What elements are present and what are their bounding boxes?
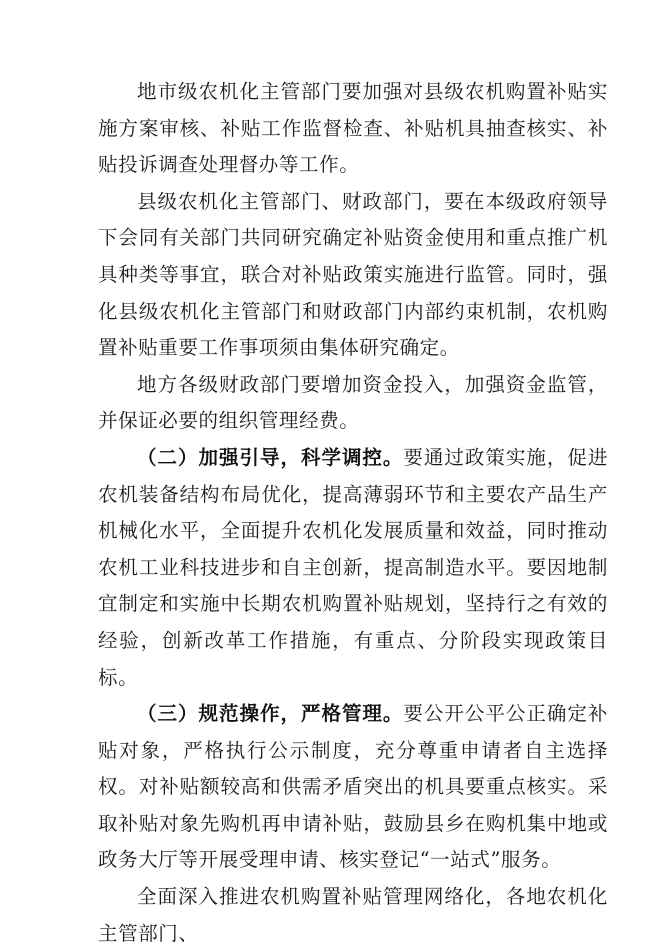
paragraph-guidance <box>98 440 608 696</box>
paragraph-prefecture-duties <box>98 74 608 184</box>
paragraph-text: 县级农机化主管部门、财政部门，要在本级政府领导下会同有关部门共同研究确定补贴资金使用和重点推广机具种类等事宜，联合对补贴政策实施进行监管。同时，强化县级农机化主管部门和财政部门内部约束机制，农机购置补贴重要工作事项须由集体研究确定。 <box>98 189 608 360</box>
paragraph-networked-management <box>98 879 608 952</box>
paragraph-county-departments <box>98 184 608 367</box>
document-body <box>98 74 608 952</box>
paragraph-finance-funding <box>98 367 608 440</box>
paragraph-text: 要公开公平公正确定补贴对象，严格执行公示制度，充分尊重申请者自主选择权。对补贴额较高和供需矛盾突出的机具要重点核实。采取补贴对象先购机再申请补贴，鼓励县乡在购机集中地或政务大厅等开展受理申请、核实登记“一站式”服务。 <box>98 702 608 872</box>
paragraph-text: 地方各级财政部门要增加资金投入，加强资金监管，并保证必要的组织管理经费。 <box>98 372 608 433</box>
paragraph-text: 地市级农机化主管部门要加强对县级农机购置补贴实施方案审核、补贴工作监督检查、补贴机具抽查核实、补贴投诉调查处理督办等工作。 <box>98 80 608 177</box>
paragraph-standard-operation <box>98 696 608 879</box>
section-heading: （三）规范操作，严格管理。 <box>137 702 404 726</box>
paragraph-text: 要通过政策实施，促进农机装备结构布局优化，提高薄弱环节和主要农产品生产机械化水平，全面提升农机化发展质量和效益，同时推动农机工业科技进步和自主创新，提高制造水平。要因地制宜制定和实施中长期农机购置补贴规划，坚持行之有效的经验，创新改革工作措施，有重点、分阶段实现政策目标。 <box>98 445 608 689</box>
section-heading: （二）加强引导，科学调控。 <box>137 445 404 469</box>
paragraph-text: 全面深入推进农机购置补贴管理网络化，各地农机化主管部门、 <box>98 885 608 945</box>
